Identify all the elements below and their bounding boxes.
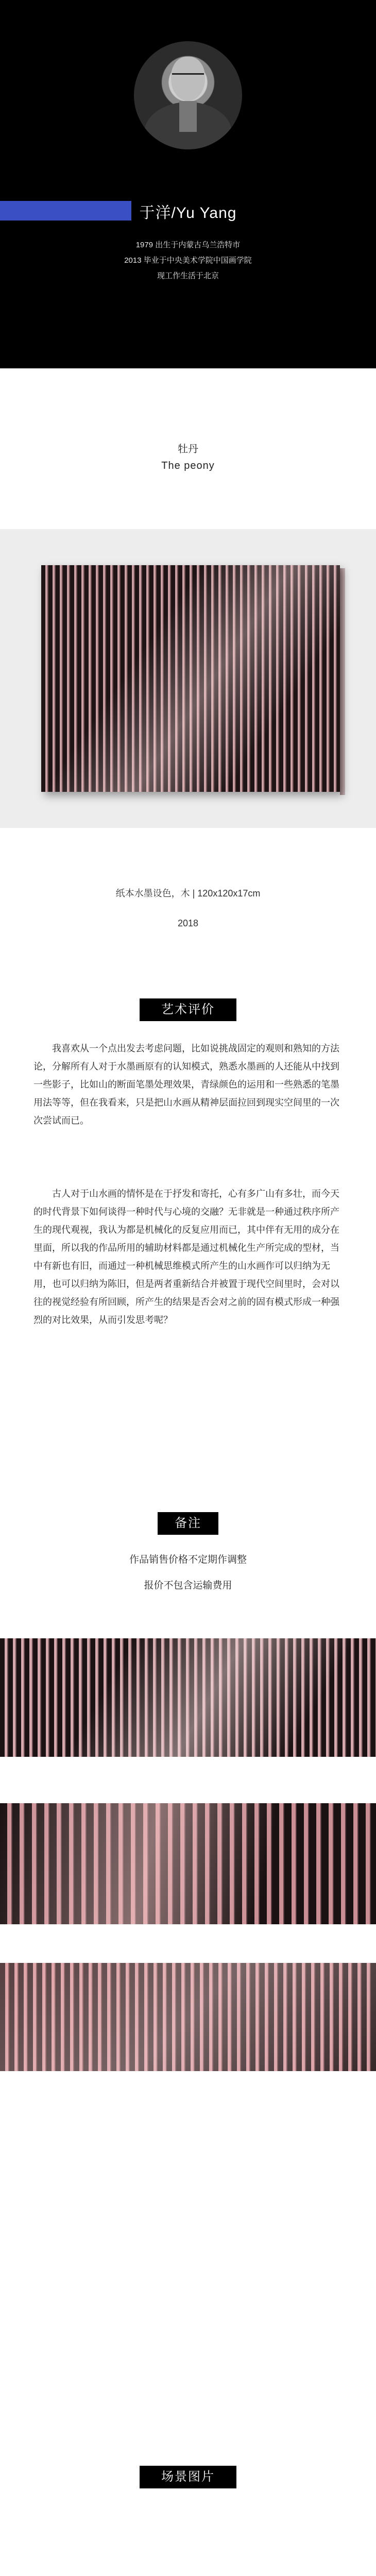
remark-line: 作品销售价格不定期作调整 bbox=[129, 1554, 247, 1565]
artwork-side-edge bbox=[340, 568, 345, 795]
artist-avatar bbox=[134, 41, 242, 149]
avatar-scarf bbox=[179, 101, 197, 132]
review-paragraph: 古人对于山水画的情怀是在于抒发和寄托，心有多广山有多壮，而今天的时代背景下如何谈得一种时代与心境的交融？无非就是一种通过秩序所产生的现代观视，我认为都是机械化的反复应用而已，其中伴有无用的成分在里面，所以我的作品所用的辅助材料都是通过机械化生产所完成的型材，当中有新也有旧，而通过一种机械思维模式所产生的山水画作可以归纳为无用，也可以归纳为陈旧，但是两者重新结合并被置于现代空间里时，会对以往的视觉经验有所回顾，所产生的结果是否会对之前的固有模式形成一种强烈的对比效果，从而引发思考呢？ bbox=[33, 1189, 339, 1325]
artist-bio-line: 2013 毕业于中央美术学院中国画学院 bbox=[124, 256, 252, 265]
artwork-year: 2018 bbox=[177, 918, 199, 928]
artwork-title-cn: 牡丹 bbox=[178, 444, 198, 455]
artwork-image bbox=[41, 565, 340, 792]
detail-image bbox=[0, 1638, 376, 1757]
scene-heading: 场景图片 bbox=[140, 2466, 236, 2488]
remark-line: 报价不包含运输费用 bbox=[144, 1580, 232, 1591]
avatar-glasses bbox=[172, 73, 204, 82]
artwork-medium-size: 纸本水墨设色，木 | 120x120x17cm bbox=[115, 888, 261, 899]
artwork-stage bbox=[0, 529, 376, 828]
review-heading: 艺术评价 bbox=[140, 998, 236, 1021]
review-paragraph: 我喜欢从一个点出发去考虑问题，比如说挑战固定的观则和熟知的方法论，分解所有人对于水墨画原有的认知模式，熟悉水墨画的人还能从中找到一些影子，比如山的断面笔墨处理效果，青绿颜色的运用和一些熟悉的笔墨用法等等，但在我看来，只是把山水画从精神层面拉回到现实空间里的一次次尝试而已。 bbox=[33, 1043, 339, 1126]
artist-name: 于洋/Yu Yang bbox=[139, 205, 237, 222]
remarks-heading: 备注 bbox=[158, 1512, 218, 1535]
artist-bio-line: 现工作生活于北京 bbox=[157, 272, 219, 280]
artist-bio-line: 1979 出生于内蒙古乌兰浩特市 bbox=[135, 241, 241, 249]
detail-image bbox=[0, 1963, 376, 2071]
detail-image bbox=[0, 1803, 376, 1924]
artwork-title-en: The peony bbox=[161, 460, 215, 471]
artist-header bbox=[0, 0, 376, 368]
